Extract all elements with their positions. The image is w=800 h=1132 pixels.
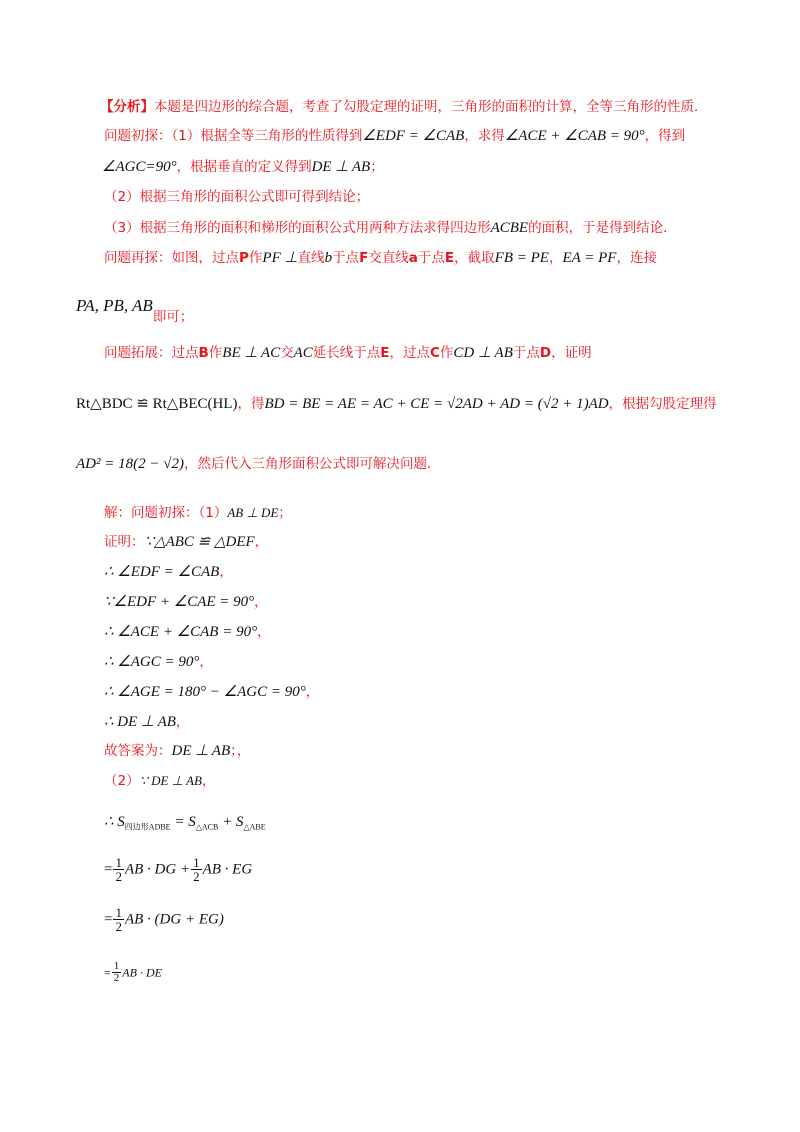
formula: DE ⊥ AB — [171, 743, 231, 759]
fraction — [112, 961, 122, 984]
formula: CD ⊥ AB — [453, 345, 513, 361]
formula: = S — [170, 814, 196, 830]
text: ，根据垂直的定义得到 — [176, 159, 312, 175]
text: 的面积，于是得到结论． — [528, 220, 677, 236]
formula: ∠ACE + ∠CAB = 90° — [504, 128, 645, 144]
subscript: 四边形ADBE — [124, 822, 171, 832]
formula: ∴ ∠AGC = 90° — [104, 654, 200, 670]
fraction — [191, 856, 202, 883]
text: ，根据勾股定理得 — [608, 396, 717, 412]
formula: Rt△BDC ≌ Rt△BEC(HL) — [76, 396, 238, 412]
text: 解：问题初探：（1） — [104, 505, 228, 521]
text: D — [539, 345, 552, 361]
text: ； — [370, 159, 384, 175]
numerator: 1 — [115, 905, 122, 920]
text: 于点 — [332, 250, 360, 266]
text: 交 — [280, 345, 294, 361]
formula: PA, PB, AB — [76, 296, 153, 315]
hint-extend-line-3 — [76, 454, 440, 474]
formula: ∴ ∠AGE = 180° − ∠AGC = 90° — [104, 684, 306, 700]
text: ，过点 — [389, 345, 430, 361]
text: 直线 — [297, 250, 325, 266]
formula: PF ⊥ — [262, 250, 298, 266]
text: ， — [175, 714, 190, 730]
text: C — [430, 345, 440, 361]
text: 作 — [208, 345, 223, 361]
formula: b — [324, 250, 333, 266]
formula: ∠AGC=90° — [102, 159, 177, 175]
analysis-line — [100, 97, 708, 117]
text: 故答案为： — [104, 743, 172, 759]
formula: AB · DG + — [124, 861, 191, 878]
text: ，得 — [237, 396, 265, 412]
denominator: 2 — [113, 972, 120, 984]
subscript: △ABE — [243, 822, 266, 832]
formula: DE ⊥ AB — [311, 159, 371, 175]
text: ，得到 — [644, 128, 686, 144]
text: E — [444, 250, 455, 266]
step-3 — [104, 622, 271, 642]
formula: FB = PE — [494, 250, 549, 266]
area-step-2 — [104, 906, 224, 933]
text: 即可； — [152, 309, 194, 325]
text: ，证明 — [551, 345, 592, 361]
part-2-line — [104, 771, 215, 791]
text: 交直线 — [368, 250, 409, 266]
formula: AC — [293, 345, 313, 361]
formula: AB · DE — [122, 965, 162, 980]
area-equation — [104, 812, 266, 838]
answer-line — [104, 741, 250, 761]
formula: ∴ S — [104, 814, 125, 830]
subscript: △ACB — [195, 822, 219, 832]
text: P — [239, 250, 249, 266]
text: ，连接 — [616, 250, 657, 266]
formula: ∴ DE ⊥ AB — [104, 714, 176, 730]
formula: BD = BE = AE = AC + CE = √2AD + AD = (√2 + 1)AD — [264, 396, 609, 412]
area-step-3 — [104, 961, 162, 984]
formula: AB · (DG + EG) — [124, 911, 224, 928]
formula: ∠EDF = ∠CAB — [362, 128, 465, 144]
text: ，求得 — [464, 128, 505, 144]
text: ，截取 — [454, 250, 495, 266]
text: a — [408, 250, 418, 266]
text: （3）根据三角形的面积和梯形的面积公式用两种方法求得四边形 — [104, 220, 491, 236]
step-6 — [104, 712, 189, 732]
formula: AB ⊥ DE — [227, 505, 279, 520]
text: F — [359, 250, 369, 266]
formula: EA = PF — [562, 250, 617, 266]
formula: ∵∠EDF + ∠CAE = 90° — [104, 594, 255, 610]
denominator: 2 — [193, 869, 200, 884]
text: 作 — [248, 250, 263, 266]
text: 问题再探：如图，过点 — [104, 250, 239, 266]
step-1 — [104, 562, 233, 582]
text: E — [380, 345, 390, 361]
hint-1-line — [104, 126, 685, 146]
formula: AD² = 18(2 − √2) — [76, 456, 184, 472]
formula: = — [104, 965, 111, 980]
text: 证明： — [104, 534, 145, 550]
numerator: 1 — [113, 960, 120, 972]
formula: BE ⊥ AC — [222, 345, 281, 361]
denominator: 2 — [115, 869, 122, 884]
text: 问题拓展：过点 — [104, 345, 199, 361]
text: ； — [278, 505, 292, 521]
text: ；， — [230, 743, 251, 759]
text: 于点 — [512, 345, 540, 361]
hint-3-line — [104, 218, 677, 238]
hint-extend-line — [104, 343, 592, 363]
formula: + S — [218, 814, 244, 830]
text: 问题初探：（1）根据全等三角形的性质得到 — [104, 128, 363, 144]
text: ， — [254, 594, 268, 610]
numerator: 1 — [193, 855, 200, 870]
numerator: 1 — [115, 855, 122, 870]
formula: = — [104, 911, 113, 928]
hint-2-line — [104, 187, 369, 207]
text: ， — [199, 654, 213, 670]
text: （2）根据三角形的面积公式即可得到结论； — [104, 189, 370, 205]
analysis-text: 本题是四边形的综合题，考查了勾股定理的证明，三角形的面积的计算，全等三角形的性质． — [154, 99, 708, 115]
formula: ∵ DE ⊥ AB — [139, 773, 202, 788]
denominator: 2 — [115, 919, 122, 934]
text: 延长线于点 — [312, 345, 381, 361]
formula: = — [104, 861, 113, 878]
text: ， — [201, 773, 216, 789]
analysis-label: 【分析】 — [100, 99, 154, 115]
step-4 — [104, 652, 213, 672]
step-2 — [104, 592, 268, 612]
hint-explore-line-2 — [76, 296, 194, 325]
formula: ∴ ∠ACE + ∠CAB = 90° — [104, 624, 258, 640]
text: B — [198, 345, 209, 361]
hint-explore-line — [104, 248, 657, 268]
fraction — [113, 856, 124, 883]
formula: AB · EG — [202, 861, 253, 878]
formula: ACBE — [490, 220, 529, 236]
hint-1-line-2 — [102, 157, 384, 177]
text: 作 — [439, 345, 454, 361]
step-5 — [104, 682, 319, 702]
text: ， — [254, 534, 269, 550]
text: ， — [305, 684, 320, 700]
text: ， — [548, 250, 563, 266]
text: （2） — [104, 773, 140, 789]
text: 于点 — [417, 250, 445, 266]
fraction — [113, 906, 124, 933]
proof-line — [104, 532, 268, 552]
solution-line — [104, 503, 292, 523]
text: ， — [219, 564, 233, 580]
text: ，然后代入三角形面积公式即可解决问题． — [183, 456, 441, 472]
area-step-1 — [104, 856, 252, 883]
hint-extend-line-2 — [76, 394, 717, 414]
text: ， — [257, 624, 271, 640]
formula: ∴ ∠EDF = ∠CAB — [104, 564, 220, 580]
formula: ∵△ABC ≌ △DEF — [144, 534, 255, 550]
